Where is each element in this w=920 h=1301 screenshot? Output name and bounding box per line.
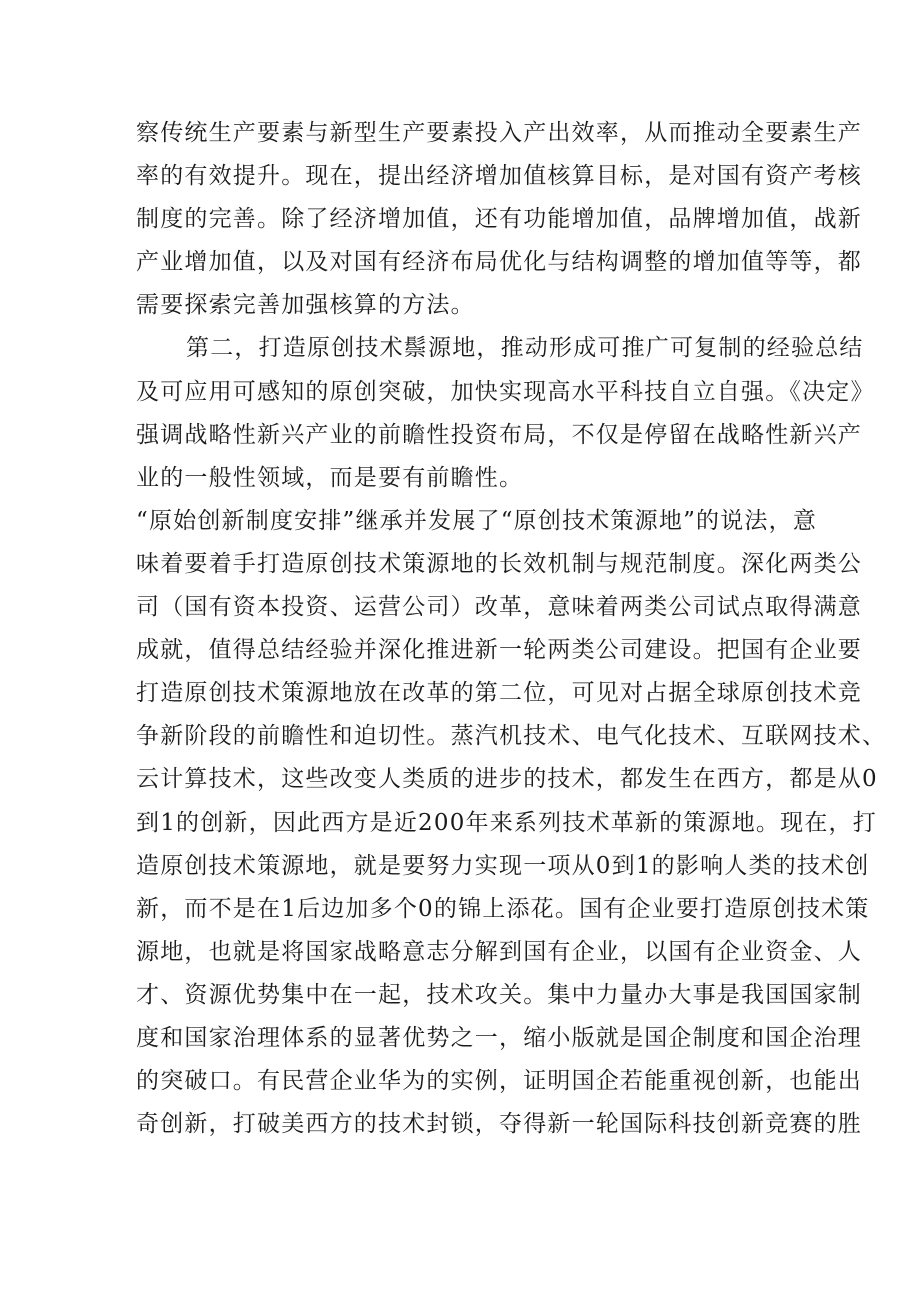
paragraph-2-line: 业的一般性领域，而是要有前瞻性。 [136,464,524,491]
paragraph-3-line: “原始创新制度安排”继承并发展了“原创技术策源地”的说法，意 [136,507,818,534]
paragraph-3-line: 到1的创新，因此西方是近200年来系列技术革新的策源地。现在，打 [136,809,877,836]
paragraph-3-line: 成就，值得总结经验并深化推进新一轮两类公司建设。把国有企业要 [136,637,862,664]
paragraph-3-line: 才、资源优势集中在一起，技术攻关。集中力量办大事是我国国家制 [136,981,862,1008]
paragraph-3-line: 争新阶段的前瞻性和迫切性。蒸汽机技术、电气化技术、互联网技术、 [136,723,887,750]
paragraph-3-line: 奇创新，打破美西方的技术封锁，夺得新一轮国际科技创新竞赛的胜 [136,1111,862,1138]
paragraph-2-line: 强调战略性新兴产业的前瞻性投资布局，不仅是停留在战略性新兴产 [136,421,862,448]
paragraph-1-line: 制度的完善。除了经济增加值，还有功能增加值，品牌增加值，战新 [136,206,862,233]
paragraph-3-line: 味着要着手打造原创技术策源地的长效机制与规范制度。深化两类公 [136,550,862,577]
paragraph-3-line: 造原创技术策源地，就是要努力实现一项从0到1的影响人类的技术创 [136,852,870,879]
paragraph-3-line: 的突破口。有民营企业华为的实例，证明国企若能重视创新，也能出 [136,1068,862,1095]
paragraph-3-line: 源地，也就是将国家战略意志分解到国有企业，以国有企业资金、人 [136,938,862,965]
document-body [136,112,887,1146]
paragraph-3-line: 司（国有资本投资、运营公司）改革，意味着两类公司试点取得满意 [136,594,862,621]
paragraph-3-line: 打造原创技术策源地放在改革的第二位，可见对占据全球原创技术竞 [136,680,862,707]
paragraph-1-line: 率的有效提升。现在，提出经济增加值核算目标，是对国有资产考核 [136,163,862,190]
paragraph-3-line: 云计算技术，这些改变人类质的进步的技术，都发生在西方，都是从0 [136,766,878,793]
paragraph-2-line: 及可应用可感知的原创突破，加快实现高水平科技自立自强。《决定》 [136,378,875,405]
paragraph-2-line: 第二，打造原创技术鬃源地，推动形成可推广可复制的经验总结 [186,335,864,362]
paragraph-3-line: 度和国家治理体系的显著优势之一，缩小版就是国企制度和国企治理 [136,1024,862,1051]
paragraph-1-line: 察传统生产要素与新型生产要素投入产出效率，从而推动全要素生产 [136,120,862,146]
paragraph-1-line: 需要探索完善加强核算的方法。 [136,292,475,319]
paragraph-3-line: 新，而不是在1后边加多个0的锦上添花。国有企业要打造原创技术策 [136,895,870,922]
paragraph-1-line: 产业增加值，以及对国有经济布局优化与结构调整的增加值等等，都 [136,249,862,276]
